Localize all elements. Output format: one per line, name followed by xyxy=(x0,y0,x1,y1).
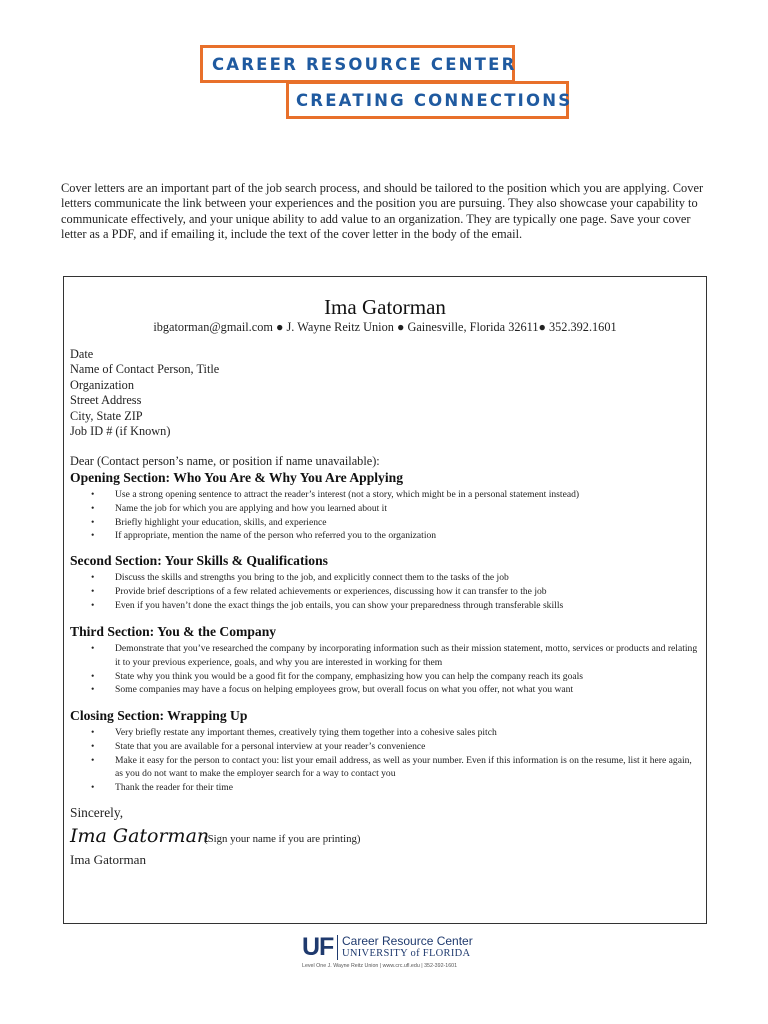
list-item: • Briefly highlight your education, skills, and experience xyxy=(70,516,700,530)
footer-center-name: Career Resource Center xyxy=(342,934,473,948)
bullet-list xyxy=(70,642,700,697)
signature-note: (Sign your name if you are printing) xyxy=(204,833,361,845)
footer-divider xyxy=(337,935,338,960)
contact-line: ibgatorman@gmail.com ● J. Wayne Reitz Union ● Gainesville, Florida 32611● 352.392.1601 xyxy=(153,320,617,334)
uf-logo: UF xyxy=(302,933,334,961)
recipient-address xyxy=(70,347,219,439)
applicant-name: Ima Gatorman xyxy=(324,295,446,319)
closing-section xyxy=(70,708,700,795)
list-item: • Some companies may have a focus on helping employees grow, but overall focus on what you offer, not what you want xyxy=(70,683,700,697)
opening-section xyxy=(70,470,700,543)
list-item: • State that you are available for a personal interview at your reader’s convenience xyxy=(70,740,700,754)
address-line: Street Address xyxy=(70,393,142,408)
list-item: • Even if you haven’t done the exact things the job entails, you can show your preparedness through transferable skills xyxy=(70,599,700,613)
salutation: Dear (Contact person’s name, or position if name unavailable): xyxy=(70,454,380,468)
cover-letter-sample xyxy=(63,276,707,924)
section-title: Opening Section: Who You Are & Why You Are Applying xyxy=(70,470,403,485)
list-item: • Demonstrate that you’ve researched the company by incorporating information such as their mission statement, motto, services or products and relating it to your previous experience, goals, and why you are interested in working for them xyxy=(70,642,700,670)
section-title: Second Section: Your Skills & Qualifications xyxy=(70,553,328,568)
third-section xyxy=(70,624,700,697)
intro-paragraph: Cover letters are an important part of the job search process, and should be tailored to the position which you are applying. Cover letters communicate the link between your experiences and the position you are pursuing. They also showcase your capability to communicate effectively, and your unique ability to add value to an organization. They are typically one page. Save your cover letter as a PDF, and if emailing it, include the text of the cover letter in the body of the email. xyxy=(61,181,704,242)
handwritten-signature: Ima Gatorman xyxy=(70,825,210,847)
list-item: • If appropriate, mention the name of the person who referred you to the organization xyxy=(70,529,700,543)
list-item: • Thank the reader for their time xyxy=(70,781,700,795)
bullet-list xyxy=(70,571,700,612)
footer-address: Level One J. Wayne Reitz Union | www.crc.ufl.edu | 352-392-1601 xyxy=(302,963,458,969)
list-item: • Make it easy for the person to contact you: list your email address, as well as your number. Even if this information is on the resume, list it here again, as you do not want to make the employer search for a way to contact you xyxy=(70,754,700,782)
list-item: • Very briefly restate any important themes, creatively tying them together into a cohesive sales pitch xyxy=(70,726,700,740)
address-line: City, State ZIP xyxy=(70,408,143,423)
section-title: Third Section: You & the Company xyxy=(70,624,277,639)
career-resource-center-logo xyxy=(200,45,573,121)
signed-name: Ima Gatorman xyxy=(70,852,146,867)
second-section xyxy=(70,553,700,612)
list-item: • Discuss the skills and strengths you bring to the job, and explicitly connect them to the tasks of the job xyxy=(70,571,700,585)
address-line: Name of Contact Person, Title xyxy=(70,362,220,377)
bullet-list xyxy=(70,726,700,795)
bullet-list xyxy=(70,488,700,543)
list-item: • Name the job for which you are applying and how you learned about it xyxy=(70,502,700,516)
list-item: • Provide brief descriptions of a few related achievements or experiences, discussing how it can transfer to the job xyxy=(70,585,700,599)
list-item: • Use a strong opening sentence to attract the reader’s interest (not a story, which might be in a personal statement instead) xyxy=(70,488,700,502)
logo-line-1: CAREER RESOURCE CENTER xyxy=(212,55,517,74)
footer-university: UNIVERSITY of FLORIDA xyxy=(342,948,471,959)
list-item: • State why you think you would be a good fit for the company, emphasizing how you can help the company reach its goals xyxy=(70,670,700,684)
section-title: Closing Section: Wrapping Up xyxy=(70,708,248,723)
address-line: Job ID # (if Known) xyxy=(70,424,171,439)
address-line: Organization xyxy=(70,377,134,392)
logo-line-2: CREATING CONNECTIONS xyxy=(296,91,573,110)
closing-salutation: Sincerely, xyxy=(70,805,124,820)
address-line: Date xyxy=(70,347,94,361)
